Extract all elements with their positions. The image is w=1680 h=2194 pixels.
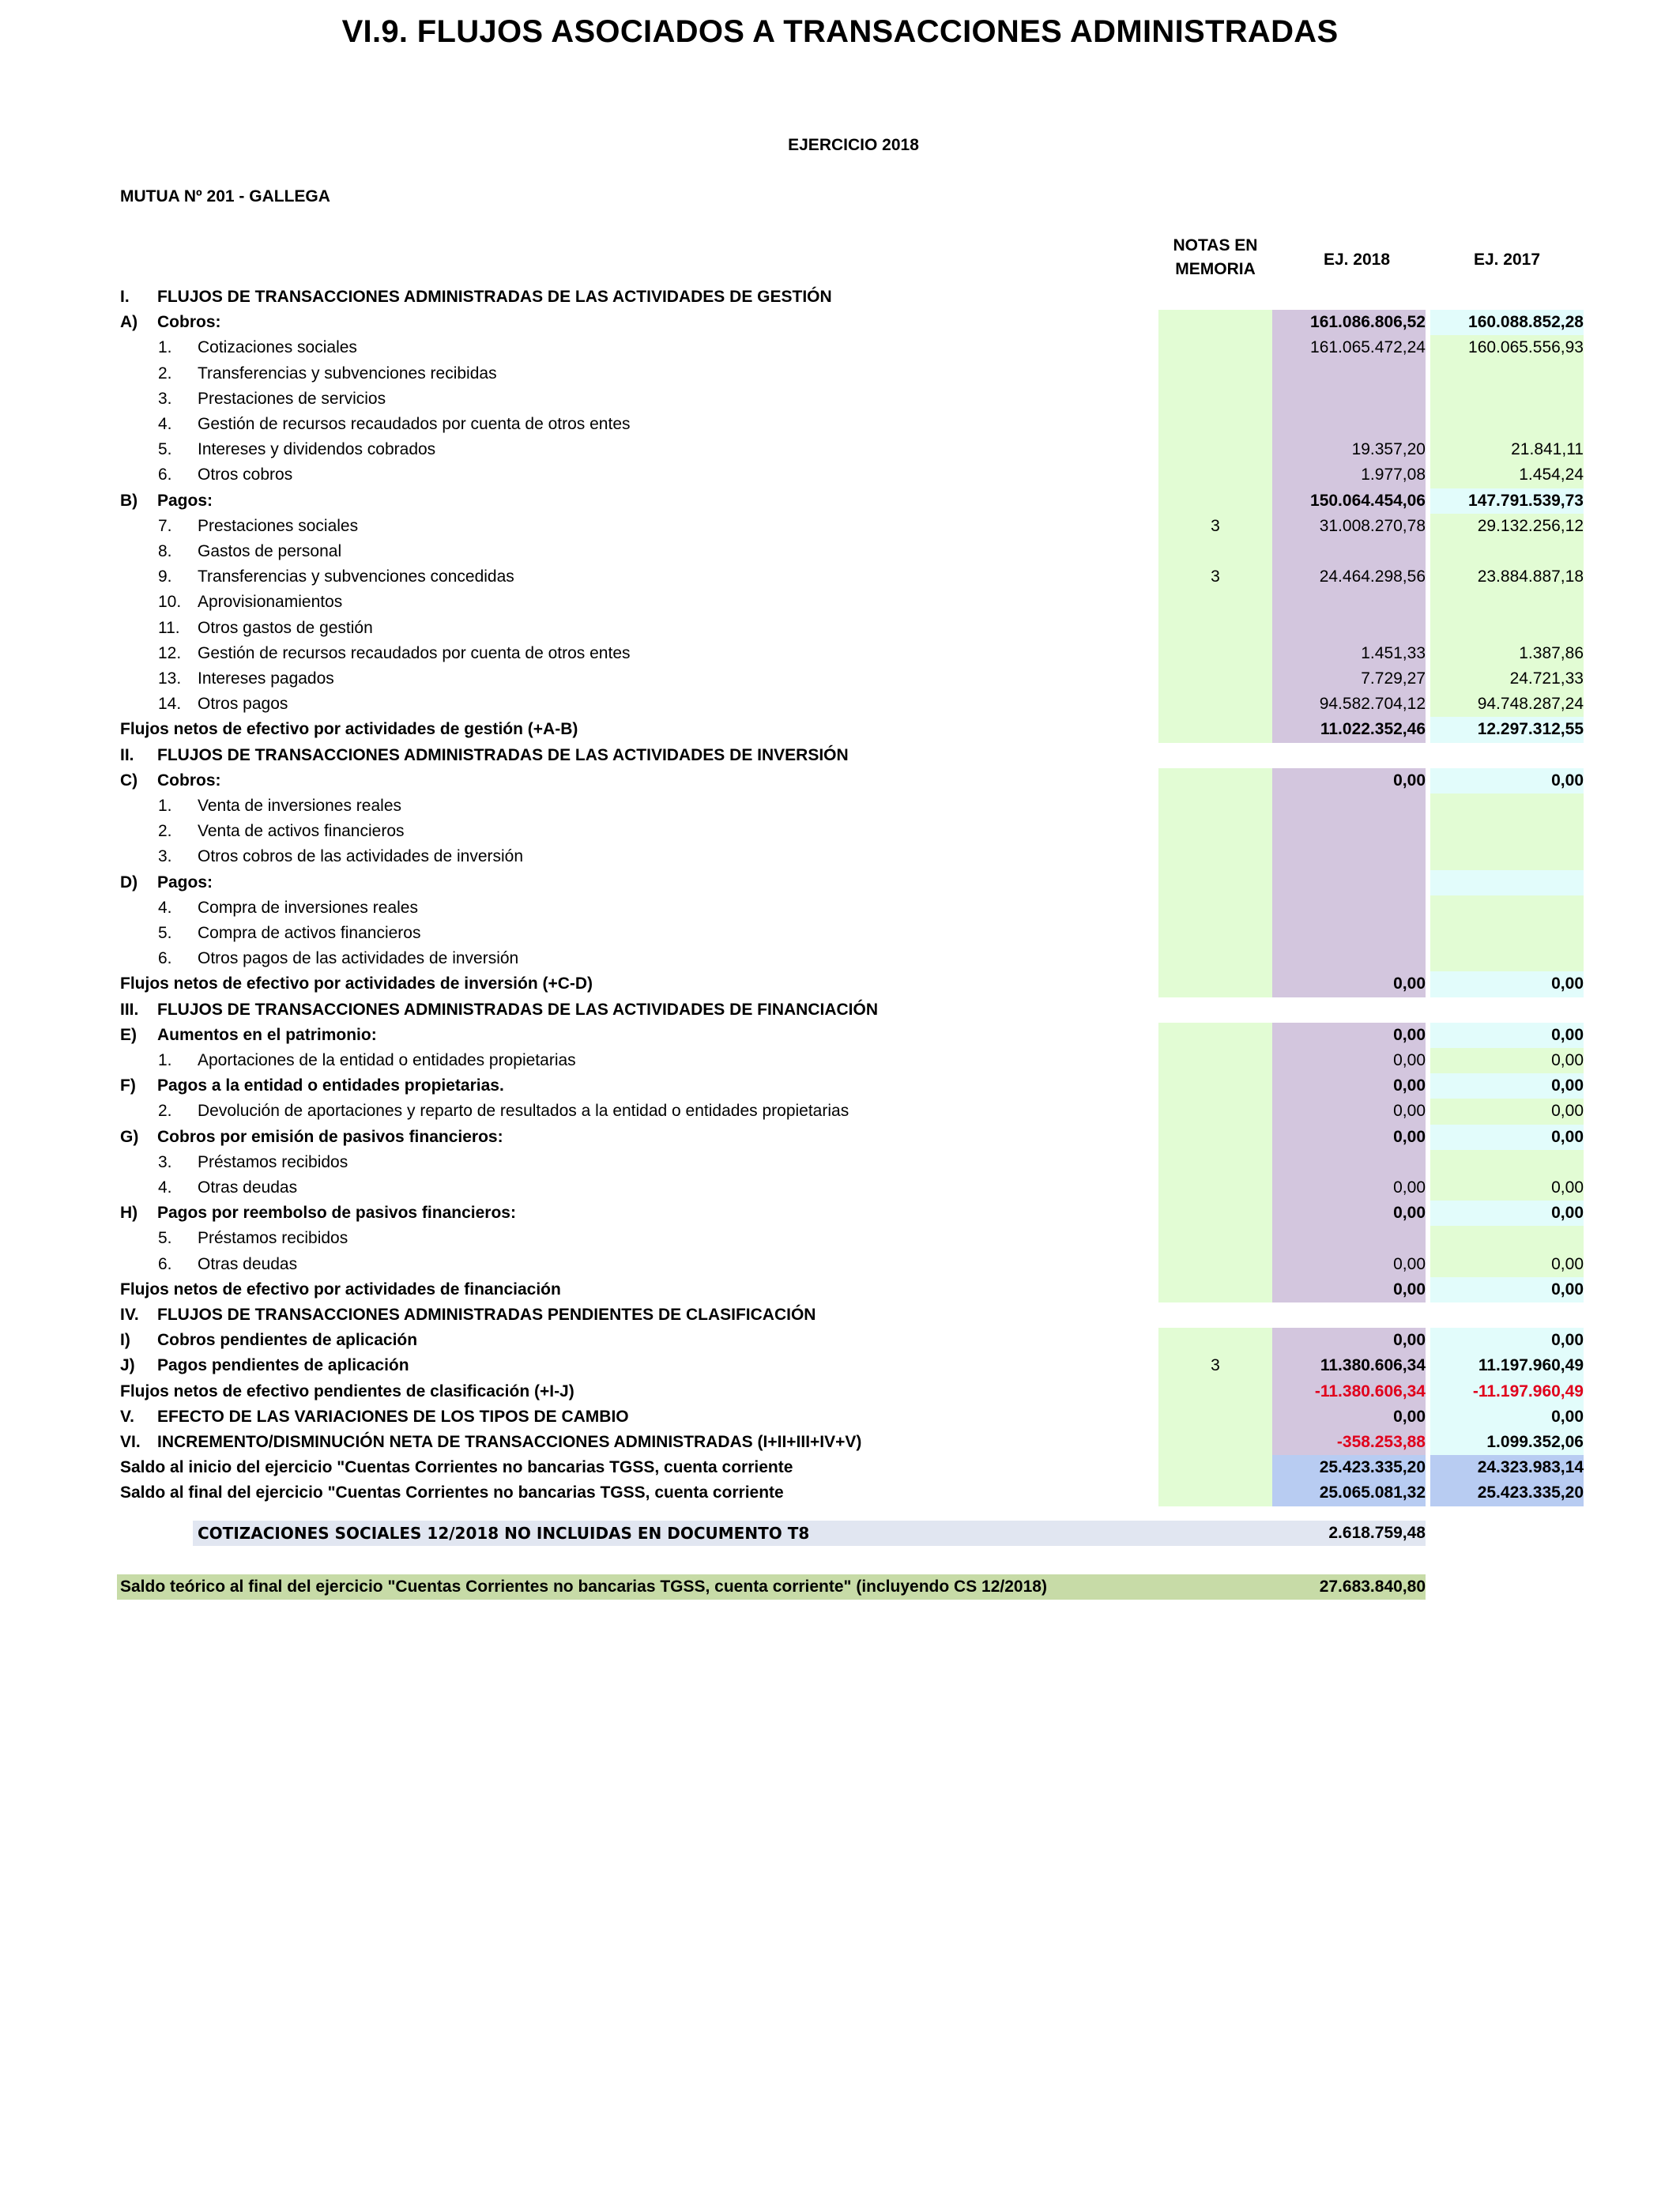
total-row (117, 310, 1584, 335)
line-item-row (117, 1252, 1584, 1277)
total-row (117, 1404, 1584, 1430)
line-item-row (117, 539, 1584, 564)
total-row (117, 1353, 1584, 1378)
row-code: C) (120, 771, 138, 790)
row-label: Transferencias y subvenciones recibidas (198, 364, 497, 383)
total-row (117, 1480, 1584, 1506)
line-item-row (117, 641, 1584, 666)
line-item-row (117, 564, 1584, 590)
value-2017: 1.099.352,06 (1486, 1433, 1584, 1451)
row-label: Compra de activos financieros (198, 924, 421, 942)
value-2018: 0,00 (1393, 1102, 1426, 1121)
line-item-row (117, 1048, 1584, 1073)
value-2017: 0,00 (1551, 1204, 1584, 1223)
row-code: 3. (158, 389, 172, 408)
line-item-row (117, 1099, 1584, 1124)
row-label: Cobros pendientes de aplicación (157, 1331, 418, 1350)
value-2018: 24.464.298,56 (1319, 567, 1426, 586)
row-label: Otros pagos (198, 695, 288, 714)
row-code: 12. (158, 643, 182, 662)
row-code: G) (120, 1127, 139, 1146)
entity-label: MUTUA Nº 201 - GALLEGA (120, 187, 330, 205)
value-2018: 0,00 (1393, 1025, 1426, 1044)
line-item-row (117, 1175, 1584, 1201)
row-code: 1. (158, 338, 172, 357)
y2018-column-header: EJ. 2018 (1323, 251, 1391, 269)
section-row (117, 743, 1584, 768)
row-label: Devolución de aportaciones y reparto de resultados a la entidad o entidades propietarias (198, 1102, 849, 1121)
cs-label: COTIZACIONES SOCIALES 12/2018 NO INCLUIDAS EN DOCUMENTO T8 (198, 1524, 810, 1543)
row-label: EFECTO DE LAS VARIACIONES DE LOS TIPOS DE CAMBIO (157, 1407, 629, 1426)
value-2017: 25.423.335,20 (1477, 1483, 1584, 1502)
exercise-label: EJERCICIO 2018 (788, 136, 919, 154)
total-row (117, 768, 1584, 794)
row-label: Cotizaciones sociales (198, 338, 357, 357)
value-2017: 0,00 (1551, 1407, 1584, 1426)
row-code: V. (120, 1407, 134, 1426)
row-label: Pagos por reembolso de pasivos financieros: (157, 1204, 516, 1223)
row-label: Intereses y dividendos cobrados (198, 440, 436, 459)
value-2018: 11.022.352,46 (1320, 720, 1426, 739)
row-label: Pagos: (157, 873, 213, 892)
row-label: Prestaciones sociales (198, 516, 359, 535)
row-code: VI. (120, 1433, 141, 1451)
row-label: Flujos netos de efectivo por actividades de gestión (+A-B) (120, 720, 578, 739)
row-label: Aumentos en el patrimonio: (157, 1025, 377, 1044)
value-2018: 0,00 (1393, 1254, 1426, 1273)
value-2017: -11.197.960,49 (1472, 1382, 1584, 1400)
total-row (117, 1023, 1584, 1048)
cash-flow-table (117, 0, 1584, 2194)
value-2017: 0,00 (1551, 1280, 1584, 1299)
value-2018: 25.423.335,20 (1319, 1458, 1426, 1477)
value-2018: -11.380.606,34 (1314, 1382, 1426, 1400)
row-label: FLUJOS DE TRANSACCIONES ADMINISTRADAS PENDIENTES DE CLASIFICACIÓN (157, 1306, 816, 1324)
value-2018: 150.064.454,06 (1310, 491, 1426, 510)
row-note-ref: 3 (1211, 516, 1220, 535)
value-2018: 7.729,27 (1361, 669, 1426, 688)
value-2018: 0,00 (1393, 1076, 1426, 1095)
value-2017: 94.748.287,24 (1477, 695, 1584, 714)
notes-header-line2: MEMORIA (1175, 260, 1256, 278)
line-item-row (117, 335, 1584, 360)
row-code: 5. (158, 924, 172, 942)
total-row (117, 717, 1584, 742)
value-2018: 0,00 (1393, 1127, 1426, 1146)
value-2017: 23.884.887,18 (1477, 567, 1584, 586)
row-code: 10. (158, 593, 182, 612)
value-2017: 24.323.983,14 (1477, 1458, 1584, 1477)
row-label: Gastos de personal (198, 542, 342, 560)
row-code: 2. (158, 822, 172, 841)
value-2018: 0,00 (1393, 1204, 1426, 1223)
row-label: Compra de inversiones reales (198, 898, 418, 917)
row-label: Otros gastos de gestión (198, 618, 373, 637)
total-row (117, 1455, 1584, 1480)
value-2018: -358.253,88 (1336, 1433, 1426, 1451)
row-code: 3. (158, 1152, 172, 1171)
value-2017: 0,00 (1551, 974, 1584, 993)
total-row (117, 1125, 1584, 1150)
value-2017: 24.721,33 (1509, 669, 1584, 688)
row-code: 6. (158, 1254, 172, 1273)
row-code: 8. (158, 542, 172, 560)
row-label: Aprovisionamientos (198, 593, 343, 612)
line-item-row (117, 895, 1584, 921)
row-code: 11. (158, 618, 180, 637)
value-2017: 147.791.539,73 (1468, 491, 1584, 510)
row-code: 2. (158, 364, 172, 383)
line-item-row (117, 361, 1584, 386)
row-note-ref: 3 (1211, 1356, 1220, 1375)
row-code: 5. (158, 1229, 172, 1248)
value-2017: 11.197.960,49 (1478, 1356, 1584, 1375)
row-code: II. (120, 745, 134, 764)
row-label: Pagos pendientes de aplicación (157, 1356, 409, 1375)
row-code: B) (120, 491, 138, 510)
line-item-row (117, 844, 1584, 869)
total-row (117, 1073, 1584, 1099)
row-code: 2. (158, 1102, 172, 1121)
row-label: Otras deudas (198, 1254, 298, 1273)
line-item-row (117, 386, 1584, 412)
row-code: I) (120, 1331, 130, 1350)
row-code: H) (120, 1204, 138, 1223)
section-row (117, 997, 1584, 1023)
row-label: Pagos: (157, 491, 213, 510)
value-2017: 21.841,11 (1511, 440, 1584, 459)
page-title: VI.9. FLUJOS ASOCIADOS A TRANSACCIONES ADMINISTRADAS (341, 14, 1339, 49)
line-item-row (117, 590, 1584, 615)
value-2018: 0,00 (1393, 1051, 1426, 1069)
row-label: Préstamos recibidos (198, 1152, 348, 1171)
row-code: 7. (158, 516, 172, 535)
notes-header-line1: NOTAS EN (1173, 236, 1258, 254)
value-2017: 160.088.852,28 (1468, 313, 1584, 332)
value-2018: 25.065.081,32 (1319, 1483, 1426, 1502)
row-code: E) (120, 1025, 137, 1044)
line-item-row (117, 819, 1584, 844)
value-2018: 0,00 (1393, 771, 1426, 790)
total-row (117, 1277, 1584, 1302)
value-2018: 1.451,33 (1361, 643, 1426, 662)
row-code: F) (120, 1076, 136, 1095)
row-label: Flujos netos de efectivo pendientes de clasificación (+I-J) (120, 1382, 574, 1400)
line-item-row (117, 921, 1584, 946)
row-label: Flujos netos de efectivo por actividades de financiación (120, 1280, 561, 1299)
value-2018: 19.357,20 (1351, 440, 1426, 459)
total-row (117, 1430, 1584, 1455)
theoretical-value: 27.683.840,80 (1319, 1578, 1426, 1596)
value-2018: 1.977,08 (1361, 466, 1426, 484)
row-code: A) (120, 313, 138, 332)
total-row (117, 488, 1584, 514)
line-item-row (117, 1150, 1584, 1175)
row-code: 13. (158, 669, 182, 688)
value-2017: 29.132.256,12 (1477, 516, 1584, 535)
row-code: 6. (158, 466, 172, 484)
row-label: Préstamos recibidos (198, 1229, 348, 1248)
row-code: 9. (158, 567, 172, 586)
row-code: D) (120, 873, 138, 892)
value-2017: 0,00 (1551, 1178, 1584, 1197)
line-item-row (117, 616, 1584, 641)
row-label: Intereses pagados (198, 669, 334, 688)
cs-band (193, 1521, 1426, 1546)
row-label: Venta de inversiones reales (198, 797, 401, 815)
line-item-row (117, 1226, 1584, 1251)
value-2017: 0,00 (1551, 1102, 1584, 1121)
row-code: J) (120, 1356, 135, 1375)
row-code: III. (120, 1000, 139, 1019)
row-label: Cobros por emisión de pasivos financieros: (157, 1127, 503, 1146)
value-2017: 0,00 (1551, 771, 1584, 790)
value-2018: 31.008.270,78 (1319, 516, 1426, 535)
row-label: Saldo al final del ejercicio "Cuentas Corrientes no bancarias TGSS, cuenta corriente (120, 1483, 784, 1502)
value-2018: 0,00 (1393, 1407, 1426, 1426)
row-code: 1. (158, 1051, 172, 1069)
row-label: Otros cobros (198, 466, 293, 484)
total-row (117, 1379, 1584, 1404)
line-item-row (117, 794, 1584, 819)
line-item-row (117, 666, 1584, 692)
row-code: 14. (158, 695, 182, 714)
line-item-row (117, 462, 1584, 488)
row-label: Aportaciones de la entidad o entidades propietarias (198, 1051, 576, 1069)
row-code: 3. (158, 847, 172, 866)
row-label: Gestión de recursos recaudados por cuenta de otros entes (198, 415, 631, 433)
row-code: 6. (158, 949, 172, 968)
value-2018: 94.582.704,12 (1319, 695, 1426, 714)
value-2017: 1.454,24 (1519, 466, 1584, 484)
cs-value: 2.618.759,48 (1328, 1524, 1426, 1542)
row-label: Venta de activos financieros (198, 822, 405, 841)
value-2018: 0,00 (1393, 1280, 1426, 1299)
row-label: Cobros: (157, 313, 221, 332)
row-label: Gestión de recursos recaudados por cuenta de otros entes (198, 643, 631, 662)
value-2017: 0,00 (1551, 1025, 1584, 1044)
line-item-row (117, 437, 1584, 462)
section-row (117, 1302, 1584, 1328)
y2017-column-header: EJ. 2017 (1473, 251, 1541, 269)
row-label: Transferencias y subvenciones concedidas (198, 567, 514, 586)
value-2017: 0,00 (1551, 1076, 1584, 1095)
line-item-row (117, 514, 1584, 539)
row-label: FLUJOS DE TRANSACCIONES ADMINISTRADAS DE LAS ACTIVIDADES DE GESTIÓN (157, 288, 832, 306)
value-2018: 161.065.472,24 (1310, 338, 1426, 357)
row-label: FLUJOS DE TRANSACCIONES ADMINISTRADAS DE LAS ACTIVIDADES DE INVERSIÓN (157, 745, 849, 764)
value-2017: 160.065.556,93 (1468, 338, 1584, 357)
value-2017: 0,00 (1551, 1254, 1584, 1273)
theoretical-band (117, 1574, 1426, 1600)
total-row (117, 971, 1584, 997)
total-row (117, 870, 1584, 895)
row-label: Prestaciones de servicios (198, 389, 386, 408)
row-note-ref: 3 (1211, 567, 1220, 586)
row-label: Otros cobros de las actividades de inversión (198, 847, 524, 866)
value-2017: 0,00 (1551, 1051, 1584, 1069)
line-item-row (117, 692, 1584, 717)
section-row (117, 285, 1584, 310)
row-code: 4. (158, 415, 172, 433)
row-code: 4. (158, 898, 172, 917)
value-2017: 0,00 (1551, 1331, 1584, 1350)
value-2017: 1.387,86 (1519, 643, 1584, 662)
row-label: INCREMENTO/DISMINUCIÓN NETA DE TRANSACCIONES ADMINISTRADAS (I+II+III+IV+V) (157, 1433, 862, 1451)
theoretical-label: Saldo teórico al final del ejercicio "Cuentas Corrientes no bancarias TGSS, cuenta corriente" (incluyendo CS 12/2018) (120, 1578, 1047, 1596)
row-code: 4. (158, 1178, 172, 1197)
row-label: Otros pagos de las actividades de inversión (198, 949, 519, 968)
row-code: 5. (158, 440, 172, 459)
value-2018: 0,00 (1393, 1331, 1426, 1350)
row-label: Otras deudas (198, 1178, 298, 1197)
value-2018: 161.086.806,52 (1310, 313, 1426, 332)
row-code: 1. (158, 797, 172, 815)
row-code: IV. (120, 1306, 139, 1324)
row-code: I. (120, 288, 130, 306)
row-label: Flujos netos de efectivo por actividades de inversión (+C-D) (120, 974, 593, 993)
value-2017: 0,00 (1551, 1127, 1584, 1146)
row-label: Pagos a la entidad o entidades propietarias. (157, 1076, 504, 1095)
value-2018: 0,00 (1393, 1178, 1426, 1197)
total-row (117, 1328, 1584, 1353)
value-2018: 11.380.606,34 (1320, 1356, 1426, 1375)
row-label: Cobros: (157, 771, 221, 790)
line-item-row (117, 946, 1584, 971)
row-label: Saldo al inicio del ejercicio "Cuentas Corrientes no bancarias TGSS, cuenta corriente (120, 1458, 793, 1477)
row-label: FLUJOS DE TRANSACCIONES ADMINISTRADAS DE LAS ACTIVIDADES DE FINANCIACIÓN (157, 1000, 878, 1019)
value-2018: 0,00 (1393, 974, 1426, 993)
line-item-row (117, 412, 1584, 437)
total-row (117, 1201, 1584, 1226)
value-2017: 12.297.312,55 (1477, 720, 1584, 739)
